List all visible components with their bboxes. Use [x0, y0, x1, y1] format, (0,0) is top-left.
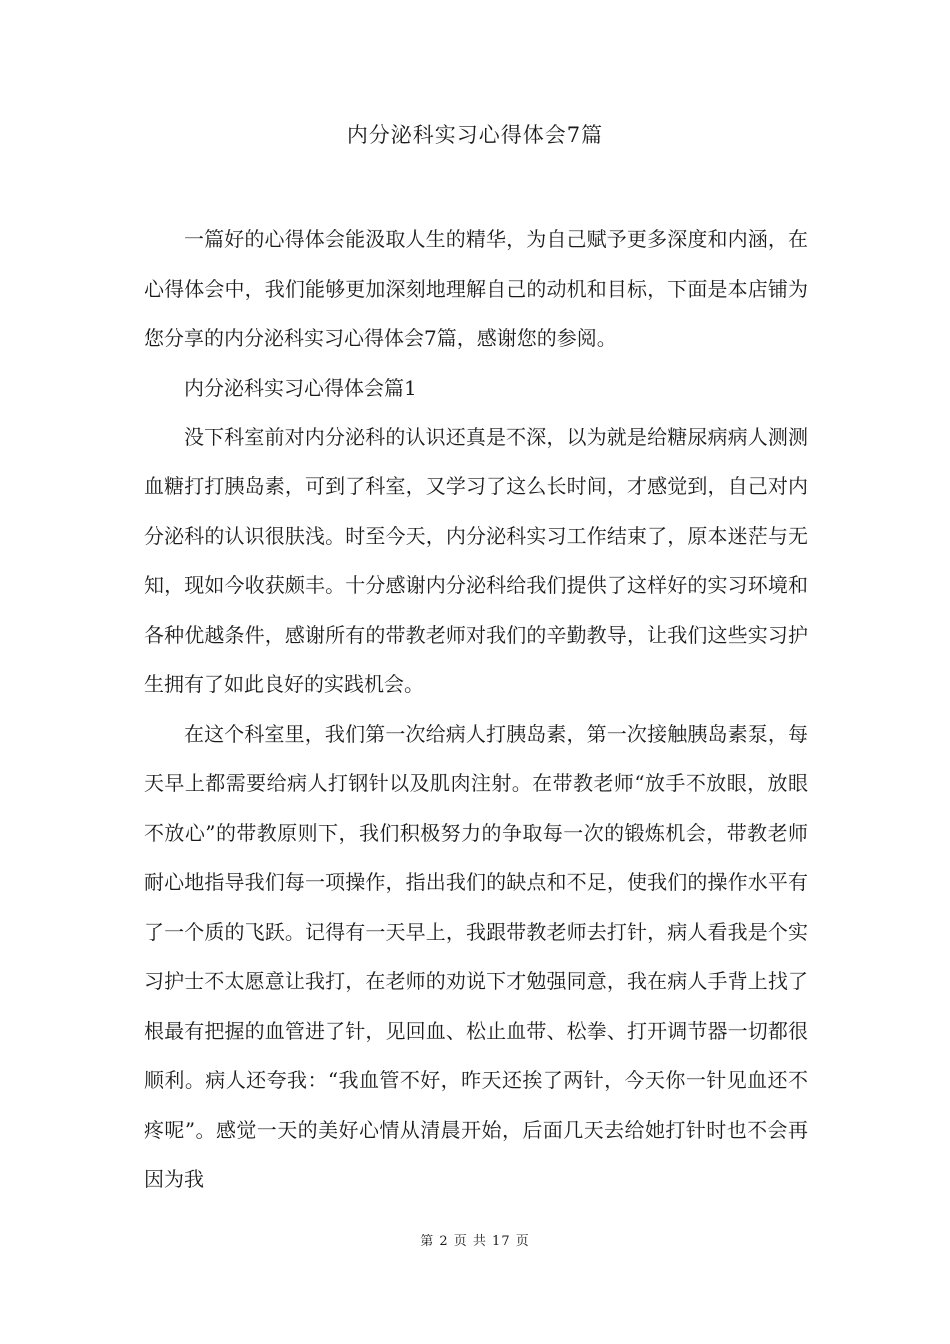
body-paragraph: 没下科室前对内分泌科的认识还真是不深，以为就是给糖尿病病人测测血糖打打胰岛素，可到了科室，又学习了这么长时间，才感觉到，自己对内分泌科的认识很肤浅。时至今天，内分泌科实习工作结束了，原本迷茫与无知，现如今收获颇丰。十分感谢内分泌科给我们提供了这样好的实习环境和各种优越条件，感谢所有的带教老师对我们的辛勤教导，让我们这些实习护生拥有了如此良好的实践机会。 — [144, 424, 808, 696]
body-paragraph: 在这个科室里，我们第一次给病人打胰岛素，第一次接触胰岛素泵，每天早上都需要给病人打钢针以及肌肉注射。在带教老师“放手不放眼，放眼不放心”的带教原则下，我们积极努力的争取每一次的锻炼机会，带教老师耐心地指导我们每一项操作，指出我们的缺点和不足，使我们的操作水平有了一个质的飞跃。记得有一天早上，我跟带教老师去打针，病人看我是个实习护士不太愿意让我打，在老师的劝说下才勉强同意，我在病人手背上找了根最有把握的血管进了针，见回血、松止血带、松拳、打开调节器一切都很顺利。病人还夸我：“我血管不好，昨天还挨了两针，今天你一针见血还不疼呢”。感觉一天的美好心情从清晨开始，后面几天去给她打针时也不会再因为我 — [144, 721, 808, 1191]
document-title: 内分泌科实习心得体会7篇 — [346, 123, 604, 147]
page-number-footer: 第 2 页 共 17 页 — [420, 1234, 530, 1249]
document-body — [144, 215, 808, 1205]
intro-paragraph: 一篇好的心得体会能汲取人生的精华，为自己赋予更多深度和内涵，在心得体会中，我们能够更加深刻地理解自己的动机和目标，下面是本店铺为您分享的内分泌科实习心得体会7篇，感谢您的参阅。 — [144, 227, 808, 350]
section-heading: 内分泌科实习心得体会篇1 — [184, 375, 417, 400]
